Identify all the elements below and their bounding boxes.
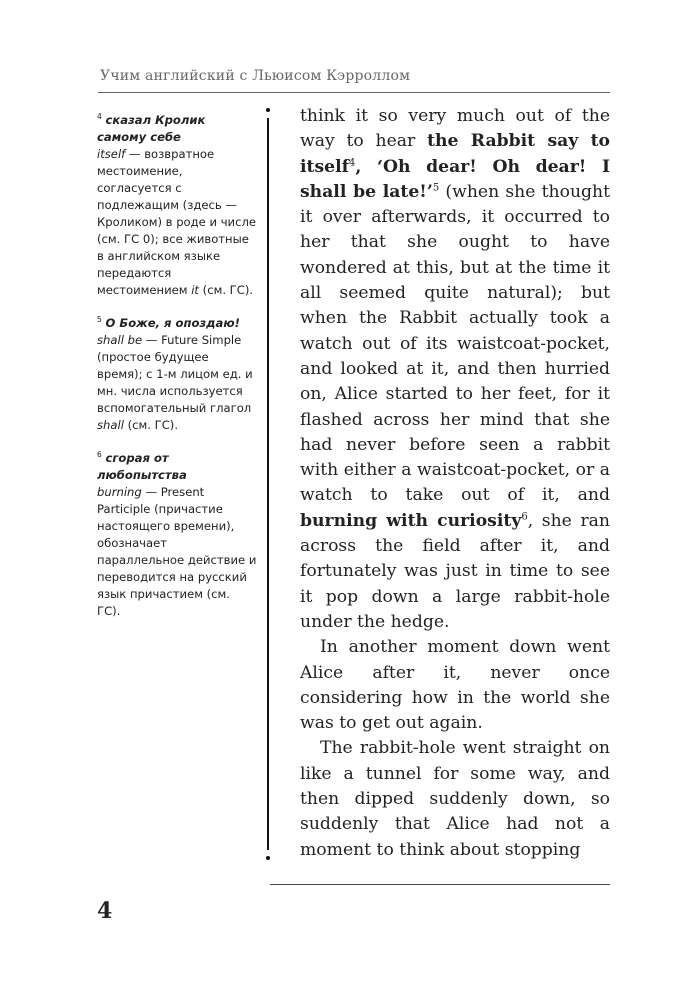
footnote-ref: 6 [521, 511, 528, 523]
page-number: 4 [97, 898, 113, 924]
footnote-text: (см. ГС). [123, 418, 179, 432]
bottom-rule [270, 884, 610, 885]
footnote-text: — Future Simple (простое будущее время); с 1-м лицом ед. и мн. числа используется вспомогательный глагол [97, 333, 253, 415]
footnote-text: (см. ГС). [198, 283, 254, 297]
text-run: , she ran across the field after it, and fortunately was just in time to see it pop down a large rabbit-hole under the hedge. [300, 510, 610, 632]
footnote-4 [97, 112, 257, 299]
footnote-title: О Боже, я опоздаю! [105, 316, 240, 330]
footnote-number: 5 [97, 315, 102, 325]
footnote-term: shall be [97, 333, 143, 347]
bold-phrase: burning with curiosity [300, 510, 522, 531]
rail-dot [266, 108, 270, 112]
bold-phrase: , ‘Oh dear! Oh dear! I shall be late!’ [300, 156, 610, 202]
paragraph [300, 104, 610, 635]
footnote-5 [97, 315, 257, 434]
footnote-term: burning [97, 485, 142, 499]
footnote-ref: 4 [349, 156, 356, 168]
footnote-title: сгорая от любопытства [97, 451, 187, 482]
footnotes-column [97, 112, 257, 636]
text-run: (when she thought it over afterwards, it occurred to her that she ought to have wondered at this, but at the time it all seemed quite natural); but when the Rabbit actually took a watch out of its waistcoat-pocket, and looked at it, and then hurried on, Alice started to her feet, for it flashed across her mind that she had never before seen a rabbit with either a waistcoat-pocket, or a watch to take out of it, and [300, 181, 610, 506]
footnote-6 [97, 450, 257, 620]
paragraph: The rabbit-hole went straight on like a tunnel for some way, and then dipped suddenly down, so suddenly that Alice had not a moment to think about stopping [300, 738, 610, 860]
header-rule [98, 92, 610, 93]
footnote-term: itself [97, 147, 126, 161]
paragraph: In another moment down went Alice after it, never once considering how in the world she was to get out again. [300, 637, 610, 734]
footnote-title: сказал Кролик самому себе [97, 113, 206, 144]
footnote-term: shall [97, 418, 124, 432]
footnote-text: — возвратное местоимение, согласуется с подлежащим (здесь — Кроликом) в роде и числе (см. ГС 0); все животные в английском языке передаются местоимением [97, 147, 257, 297]
footnote-ref: 5 [432, 182, 440, 194]
rail-line [267, 118, 269, 850]
main-text [300, 104, 610, 863]
footnote-divider-rail [266, 108, 270, 860]
footnote-number: 6 [97, 450, 102, 460]
footnote-text: — Present Participle (причастие настоящего времени), обозначает параллельное действие и переводится на русский язык причастием (см. ГС). [97, 485, 257, 618]
running-header: Учим английский с Льюисом Кэрроллом [100, 68, 411, 84]
footnote-term: it [191, 283, 199, 297]
footnote-number: 4 [97, 112, 102, 122]
bold-phrase: the Rabbit say to itself [300, 131, 610, 177]
rail-dot [266, 856, 270, 860]
text-run: think it so very much out of the way to hear [300, 106, 610, 152]
